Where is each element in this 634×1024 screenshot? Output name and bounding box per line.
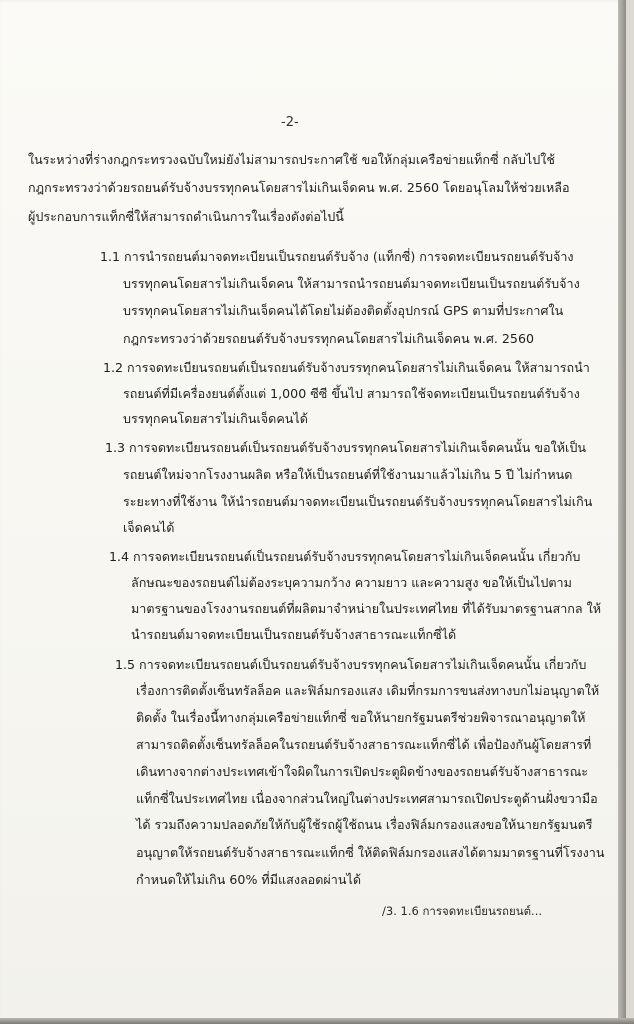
item-1-5-line: เรื่องการติดตั้งเซ็นทรัลล็อค และฟิล์มกรองแสง เดิมที่กรมการขนส่งทางบกไม่อนุญาตให้ [136,683,600,698]
item-1-5-line: ได้ รวมถึงความปลอดภัยให้กับผู้ใช้รถผู้ใช้ถนน เรื่องฟิล์มกรองแสงขอให้นายกรัฐมนตรี [136,817,593,832]
page-edge-shadow [618,0,626,1024]
item-1-3-line: เจ็ดคนได้ [123,520,175,535]
page-bottom-edge [0,1018,634,1024]
item-1-4-line: 1.4 การจดทะเบียนรถยนต์เป็นรถยนต์รับจ้างบรรทุกคนโดยสารไม่เกินเจ็ดคนนั้น เกี่ยวกับ [109,549,581,564]
intro-line: ในระหว่างที่ร่างกฎกระทรวงฉบับใหม่ยังไม่สามารถประกาศใช้ ขอให้กลุ่มเครือข่ายแท็กซี่ กลับไปใช้ [28,152,555,167]
item-1-1-line: กฎกระทรวงว่าด้วยรถยนต์รับจ้างบรรทุกคนโดยสารไม่เกินเจ็ดคน พ.ศ. 2560 [123,331,534,346]
item-1-5-line: อนุญาตให้รถยนต์รับจ้างสาธารณะแท็กซี่ ให้ติดฟิล์มกรองแสงได้ตามมาตรฐานที่โรงงาน [136,845,605,860]
item-1-5-line: สามารถติดตั้งเซ็นทรัลล็อคในรถยนต์รับจ้างสาธารณะแท็กซี่ได้ เพื่อป้องกันผู้โดยสารที่ [136,737,592,752]
item-1-1-line: บรรทุกคนโดยสารไม่เกินเจ็ดคนได้โดยไม่ต้องติดตั้งอุปกรณ์ GPS ตามที่ประกาศใน [123,303,564,318]
item-1-3-line: ระยะทางที่ใช้งาน ให้นำรถยนต์มาจดทะเบียนเป็นรถยนต์รับจ้างบรรทุกคนโดยสารไม่เกิน [123,494,593,509]
item-1-5-line: เดินทางจากต่างประเทศเข้าใจผิดในการเปิดประตูผิดข้างของรถยนต์รับจ้างสาธารณะ [136,764,589,779]
intro-line: กฎกระทรวงว่าด้วยรถยนต์รับจ้างบรรทุกคนโดยสารไม่เกินเจ็ดคน พ.ศ. 2560 โดยอนุโลมให้ช่วยเหลือ [28,180,570,195]
item-1-4-line: ลักษณะของรถยนต์ไม่ต้องระบุความกว้าง ความยาว และความสูง ขอให้เป็นไปตาม [131,575,572,590]
item-1-1-line: 1.1 การนำรถยนต์มาจดทะเบียนเป็นรถยนต์รับจ้าง (แท็กซี่) การจดทะเบียนรถยนต์รับจ้าง [100,249,574,264]
item-1-4-line: มาตรฐานของโรงงานรถยนต์ที่ผลิตมาจำหน่ายในประเทศไทย ที่ได้รับมาตรฐานสากล ให้ [131,601,602,616]
item-1-1-line: บรรทุกคนโดยสารไม่เกินเจ็ดคน ให้สามารถนำรถยนต์มาจดทะเบียนเป็นรถยนต์รับจ้าง [123,276,580,291]
item-1-5-line: 1.5 การจดทะเบียนรถยนต์เป็นรถยนต์รับจ้างบรรทุกคนโดยสารไม่เกินเจ็ดคนนั้น เกี่ยวกับ [115,657,587,672]
item-1-3-line: รถยนต์ใหม่จากโรงงานผลิต หรือให้เป็นรถยนต์ที่ใช้งานมาแล้วไม่เกิน 5 ปี ไม่กำหนด [123,467,573,482]
item-1-2-line: บรรทุกคนโดยสารไม่เกินเจ็ดคนได้ [123,411,308,426]
intro-line: ผู้ประกอบการแท็กซี่ให้สามารถดำเนินการในเรื่องดังต่อไปนี้ [28,209,344,224]
item-1-3-line: 1.3 การจดทะเบียนรถยนต์เป็นรถยนต์รับจ้างบรรทุกคนโดยสารไม่เกินเจ็ดคนนั้น ขอให้เป็น [105,440,586,455]
page-number: -2- [281,115,299,130]
item-1-4-line: นำรถยนต์มาจดทะเบียนเป็นรถยนต์รับจ้างสาธารณะแท็กซี่ได้ [131,627,457,642]
item-1-2-line: รถยนต์ที่มีเครื่องยนต์ตั้งแต่ 1,000 ซีซี ขึ้นไป สามารถใช้จดทะเบียนเป็นรถยนต์รับจ้าง [123,386,580,401]
item-1-5-line: ติดตั้ง ในเรื่องนี้ทางกลุ่มเครือข่ายแท็กซี่ ขอให้นายกรัฐมนตรีช่วยพิจารณาอนุญาตให้ [136,710,586,725]
continuation-note: /3. 1.6 การจดทะเบียนรถยนต์... [382,904,543,918]
item-1-2-line: 1.2 การจดทะเบียนรถยนต์เป็นรถยนต์รับจ้างบรรทุกคนโดยสารไม่เกินเจ็ดคน ให้สามารถนำ [103,360,590,375]
item-1-5-line: แท็กซี่ในประเทศไทย เนื่องจากส่วนใหญ่ในต่างประเทศสามารถเปิดประตูด้านฝั่งขวามือ [136,791,598,806]
item-1-5-line: กำหนดให้ไม่เกิน 60% ที่มีแสงลอดผ่านได้ [136,872,361,887]
